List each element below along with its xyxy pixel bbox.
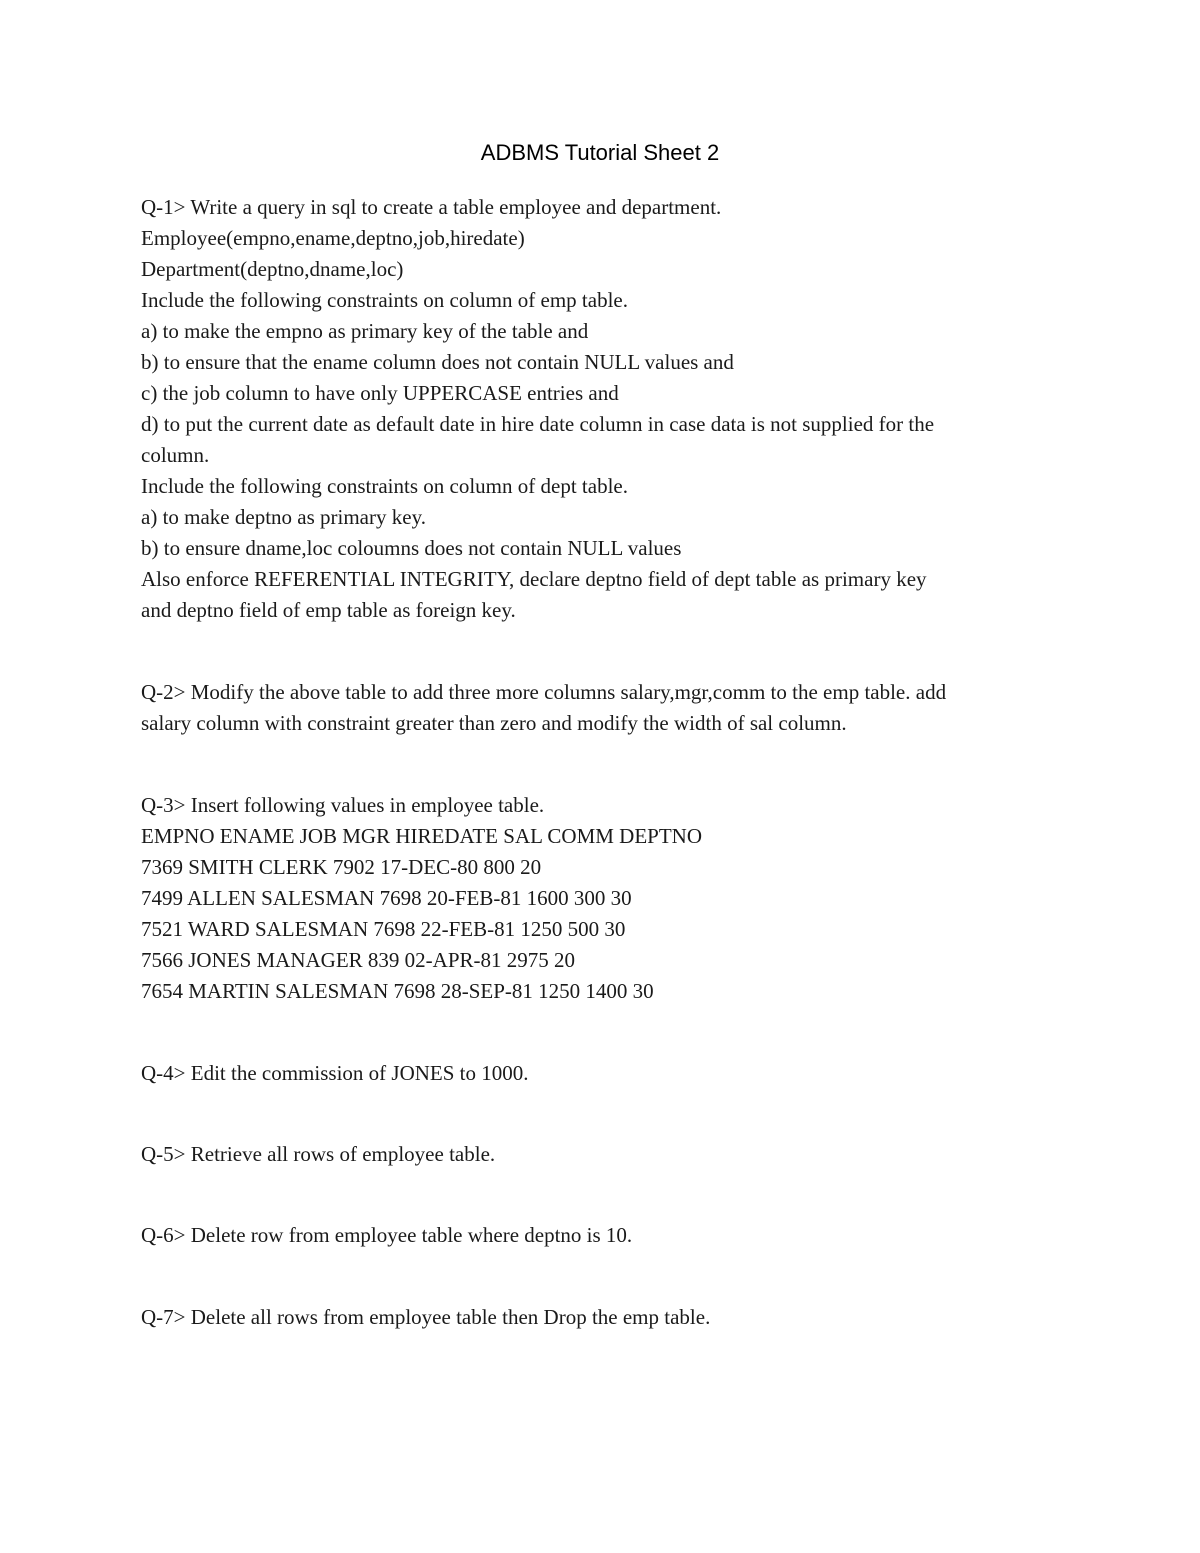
question-1-line: a) to make deptno as primary key. xyxy=(141,505,426,529)
question-4 xyxy=(141,1058,1061,1089)
question-6-text: Q-6> Delete row from employee table where deptno is 10. xyxy=(141,1223,633,1247)
question-1-line: and deptno field of emp table as foreign key. xyxy=(141,598,516,622)
question-1-line: b) to ensure that the ename column does not contain NULL values and xyxy=(141,350,734,374)
question-1-line: Department(deptno,dname,loc) xyxy=(141,257,404,281)
question-1-line: column. xyxy=(141,443,210,467)
question-7-text: Q-7> Delete all rows from employee table then Drop the emp table. xyxy=(141,1305,711,1329)
employee-row: 7566 JONES MANAGER 839 02-APR-81 2975 20 xyxy=(141,948,576,972)
document-title: ADBMS Tutorial Sheet 2 xyxy=(480,140,720,165)
question-1-line: Include the following constraints on column of emp table. xyxy=(141,288,628,312)
question-5-text: Q-5> Retrieve all rows of employee table. xyxy=(141,1142,496,1166)
question-2-line: Q-2> Modify the above table to add three more columns salary,mgr,comm to the emp table. add xyxy=(141,680,947,704)
question-3 xyxy=(141,790,1061,1007)
question-1-line: Employee(empno,ename,deptno,job,hiredate) xyxy=(141,226,525,250)
employee-row: 7654 MARTIN SALESMAN 7698 28-SEP-81 1250 1400 30 xyxy=(141,979,654,1003)
question-2 xyxy=(141,677,1061,739)
question-6 xyxy=(141,1220,1061,1251)
question-1-line: d) to put the current date as default date in hire date column in case data is not supplied for the xyxy=(141,412,935,436)
question-1-line: a) to make the empno as primary key of the table and xyxy=(141,319,589,343)
employee-row: 7499 ALLEN SALESMAN 7698 20-FEB-81 1600 300 30 xyxy=(141,886,632,910)
question-3-line: Q-3> Insert following values in employee table. xyxy=(141,793,545,817)
question-1 xyxy=(141,192,1061,626)
question-2-line: salary column with constraint greater than zero and modify the width of sal column. xyxy=(141,711,847,735)
employee-row: 7369 SMITH CLERK 7902 17-DEC-80 800 20 xyxy=(141,855,542,879)
question-1-line: b) to ensure dname,loc coloumns does not contain NULL values xyxy=(141,536,682,560)
employee-table-header: EMPNO ENAME JOB MGR HIREDATE SAL COMM DEPTNO xyxy=(141,824,703,848)
question-5 xyxy=(141,1139,1061,1170)
question-1-line: Q-1> Write a query in sql to create a table employee and department. xyxy=(141,195,722,219)
employee-row: 7521 WARD SALESMAN 7698 22-FEB-81 1250 500 30 xyxy=(141,917,626,941)
question-1-line: Also enforce REFERENTIAL INTEGRITY, declare deptno field of dept table as primary key xyxy=(141,567,927,591)
question-1-line: Include the following constraints on column of dept table. xyxy=(141,474,628,498)
question-4-text: Q-4> Edit the commission of JONES to 1000. xyxy=(141,1061,529,1085)
question-7 xyxy=(141,1302,1061,1333)
question-1-line: c) the job column to have only UPPERCASE entries and xyxy=(141,381,619,405)
